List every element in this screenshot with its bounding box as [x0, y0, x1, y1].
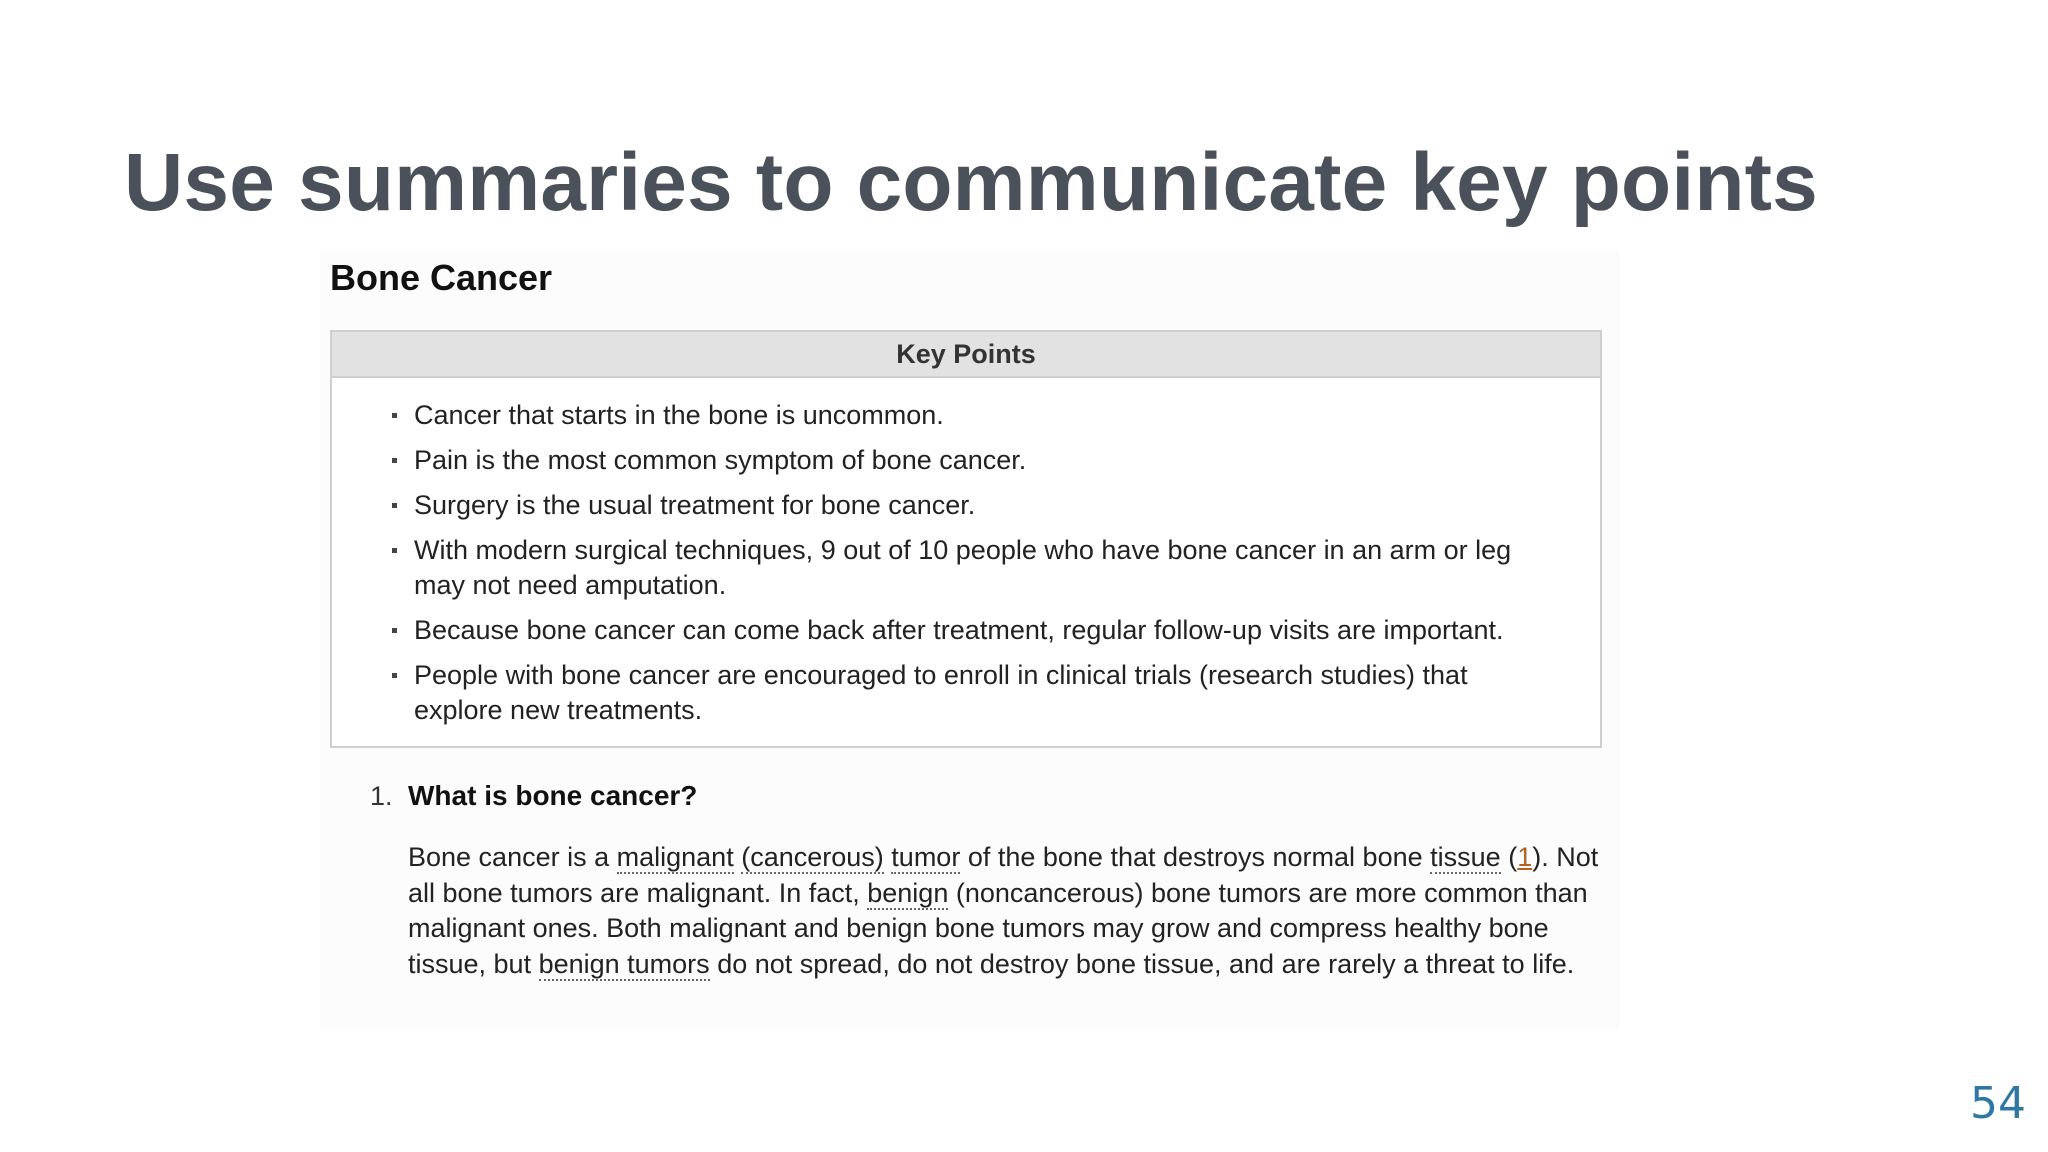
- glossary-term-tumor[interactable]: tumor: [891, 842, 961, 872]
- slide-title: Use summaries to communicate key points: [124, 137, 1818, 228]
- glossary-term-malignant[interactable]: malignant: [616, 842, 734, 872]
- square-bullet-icon: [392, 458, 397, 463]
- question-answer: [408, 840, 1628, 982]
- embedded-document-screenshot: [320, 250, 1620, 1030]
- key-points-list: [332, 378, 1600, 728]
- key-point-item: [392, 533, 1560, 603]
- square-bullet-icon: [392, 503, 397, 508]
- reference-link[interactable]: 1: [1517, 842, 1533, 872]
- key-point-text: People with bone cancer are encouraged to enroll in clinical trials (research studies) that explore new treatments.: [414, 660, 1468, 725]
- answer-text: do not spread, do not destroy bone tissue, and are rarely a threat to life.: [709, 948, 1575, 979]
- page-number: 54: [1970, 1078, 2026, 1129]
- answer-text: of the bone that destroys normal bone: [960, 842, 1431, 872]
- answer-text: (: [1500, 842, 1518, 872]
- question-heading: [370, 778, 697, 814]
- answer-text: ). Not all bone tumors are malignant. In fact,: [408, 842, 1599, 908]
- square-bullet-icon: [392, 548, 397, 553]
- glossary-term-cancerous[interactable]: (cancerous): [741, 842, 884, 872]
- answer-paragraph: [408, 840, 1628, 982]
- key-points-box: [330, 330, 1602, 748]
- key-point-text: With modern surgical techniques, 9 out of 10 people who have bone cancer in an arm or leg may not need amputation.: [414, 535, 1512, 600]
- document-heading: Bone Cancer: [330, 257, 553, 298]
- key-point-text: Cancer that starts in the bone is uncommon.: [414, 400, 944, 430]
- answer-text: Bone cancer is a: [408, 842, 617, 872]
- question-number: 1.: [370, 781, 393, 811]
- glossary-term-benign[interactable]: benign: [867, 877, 949, 908]
- key-point-item: [392, 443, 1560, 478]
- key-point-text: Pain is the most common symptom of bone cancer.: [414, 445, 1027, 475]
- square-bullet-icon: [392, 413, 397, 418]
- key-points-header: Key Points: [332, 332, 1600, 378]
- square-bullet-icon: [392, 628, 397, 633]
- key-point-text: Because bone cancer can come back after treatment, regular follow-up visits are important.: [414, 615, 1504, 645]
- key-point-item: [392, 613, 1560, 648]
- question-title: What is bone cancer?: [408, 780, 698, 811]
- key-point-item: [392, 398, 1560, 433]
- square-bullet-icon: [392, 673, 397, 678]
- key-point-text: Surgery is the usual treatment for bone cancer.: [414, 490, 976, 520]
- key-point-item: [392, 488, 1560, 523]
- glossary-term-benign-tumors[interactable]: benign tumors: [538, 948, 710, 979]
- key-point-item: [392, 658, 1560, 728]
- glossary-term-tissue[interactable]: tissue: [1430, 842, 1501, 872]
- answer-text: (noncancerous) bone tumors are more common than malignant ones. Both malignant and benign bone tumors may grow and compress healthy bone tissue, but: [408, 877, 1588, 979]
